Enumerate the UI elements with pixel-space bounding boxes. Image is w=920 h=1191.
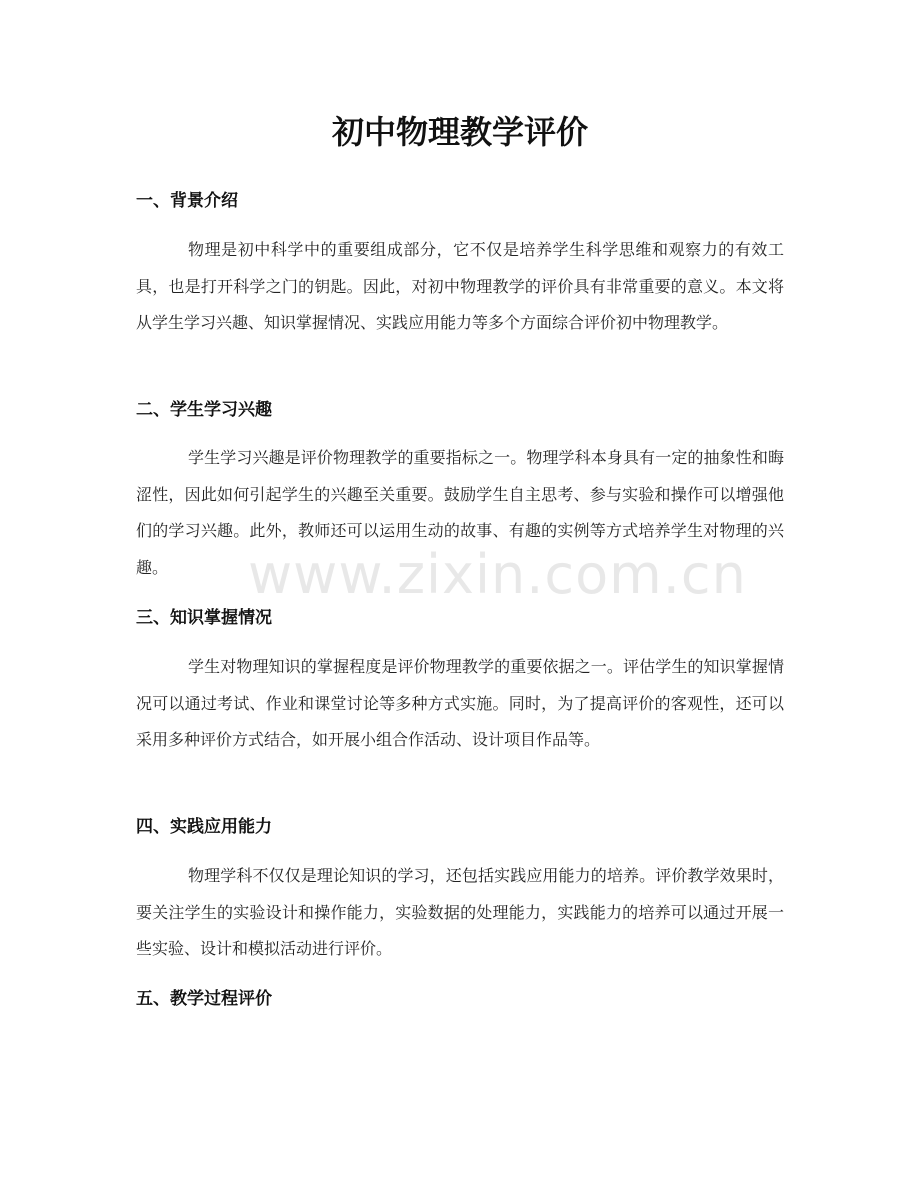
section-body-background: 物理是初中科学中的重要组成部分，它不仅是培养学生科学思维和观察力的有效工具，也是打开科学之门的钥匙。因此，对初中物理教学的评价具有非常重要的意义。本文将从学生学习兴趣、知识掌握情况、实践应用能力等多个方面综合评价初中物理教学。	[136, 240, 784, 332]
section-heading-interest: 二、学生学习兴趣	[136, 400, 272, 420]
section-body-knowledge: 学生对物理知识的掌握程度是评价物理教学的重要依据之一。评估学生的知识掌握情况可以通过考试、作业和课堂讨论等多种方式实施。同时，为了提高评价的客观性，还可以采用多种评价方式结合，如开展小组合作活动、设计项目作品等。	[136, 657, 784, 749]
document-title: 初中物理教学评价	[331, 113, 588, 151]
section-body-interest: 学生学习兴趣是评价物理教学的重要指标之一。物理学科本身具有一定的抽象性和晦涩性，因此如何引起学生的兴趣至关重要。鼓励学生自主思考、参与实验和操作可以增强他们的学习兴趣。此外，教师还可以运用生动的故事、有趣的实例等方式培养学生对物理的兴趣。	[136, 448, 784, 577]
section-heading-background: 一、背景介绍	[136, 191, 238, 211]
section-heading-knowledge: 三、知识掌握情况	[136, 608, 272, 628]
section-heading-practice: 四、实践应用能力	[136, 817, 272, 837]
section-body-practice: 物理学科不仅仅是理论知识的学习，还包括实践应用能力的培养。评价教学效果时，要关注学生的实验设计和操作能力，实验数据的处理能力，实践能力的培养可以通过开展一些实验、设计和模拟活动进行评价。	[136, 866, 784, 958]
watermark-text: www.zixin.com.cn	[248, 543, 747, 606]
section-heading-process: 五、教学过程评价	[136, 989, 272, 1009]
